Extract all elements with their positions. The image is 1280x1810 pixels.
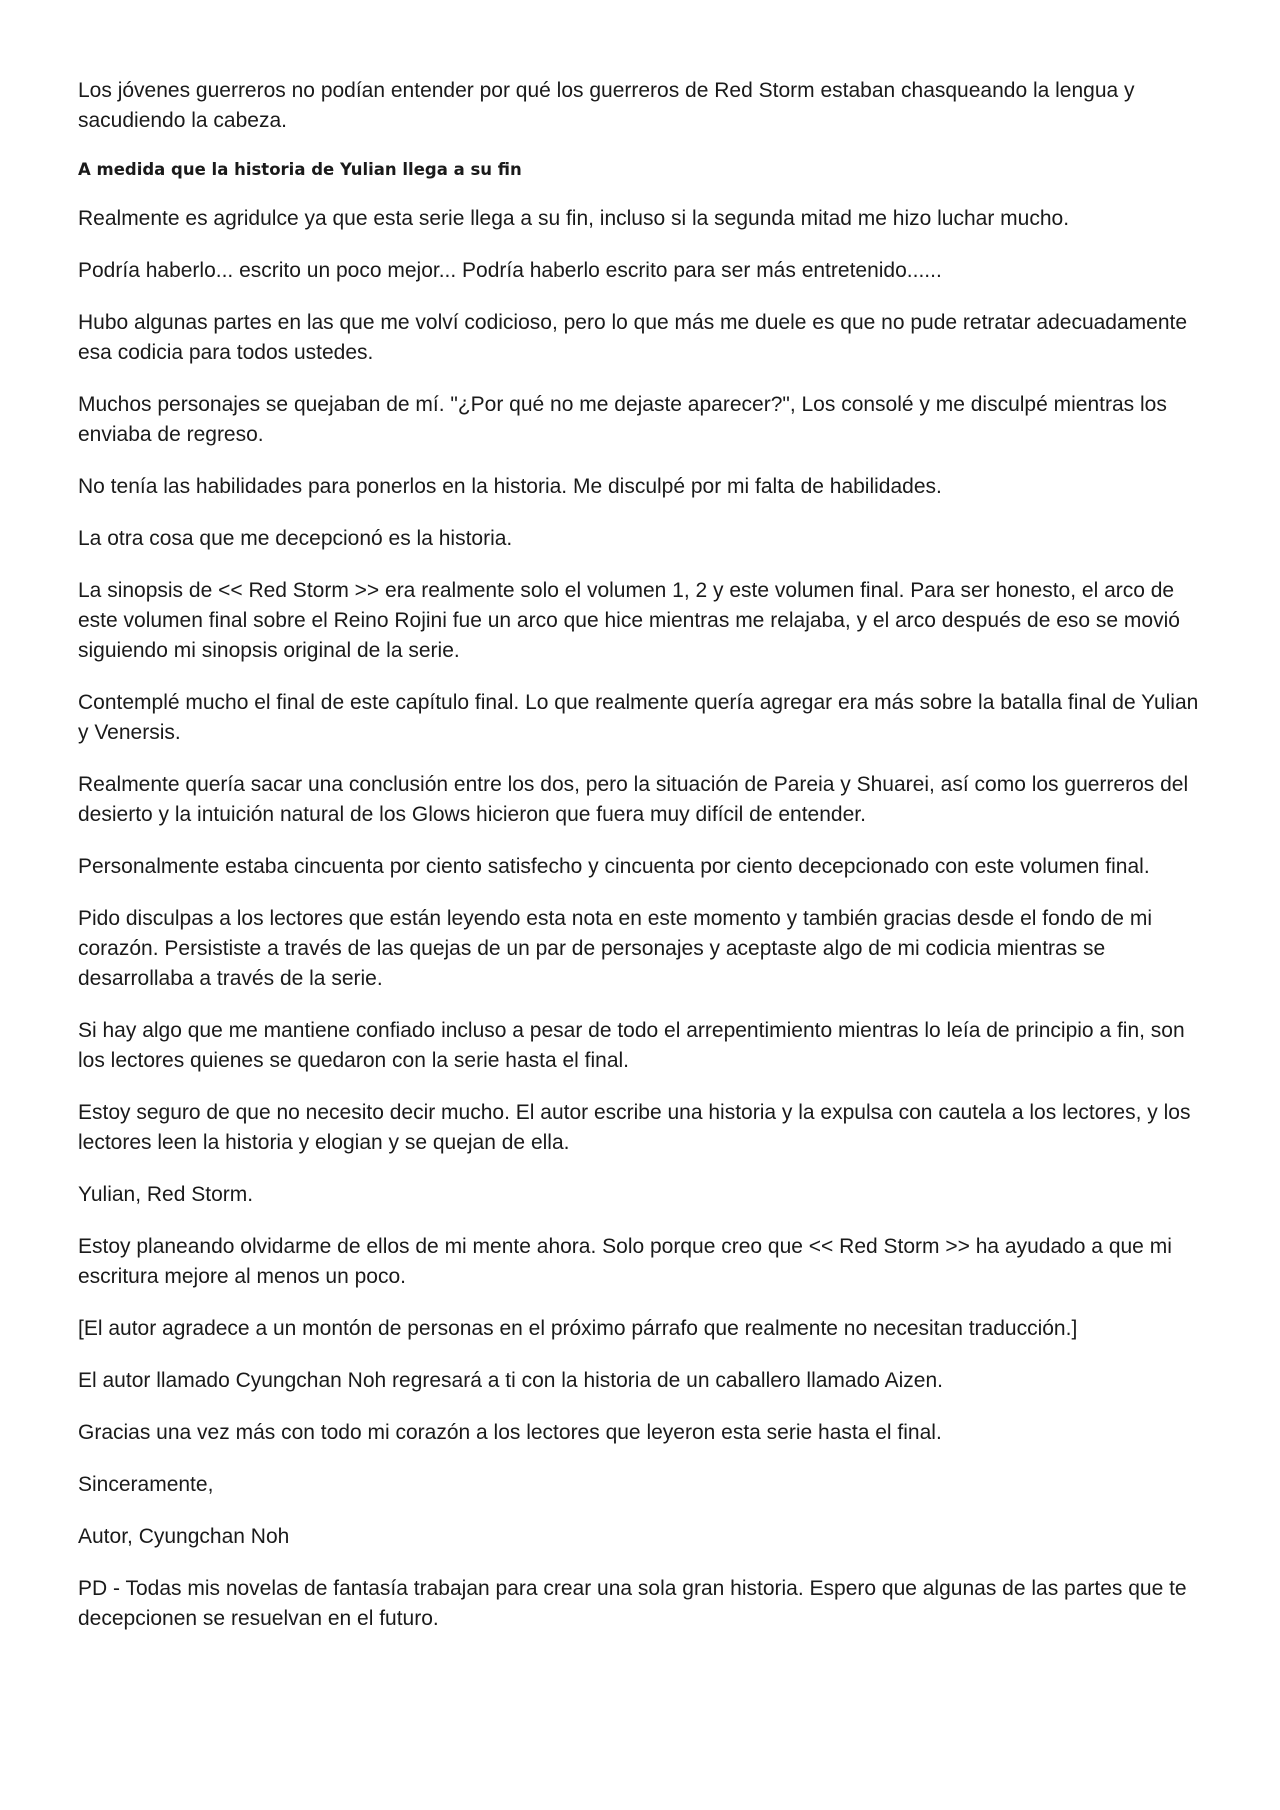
paragraph: La otra cosa que me decepcionó es la historia. bbox=[78, 527, 513, 550]
paragraph: Yulian, Red Storm. bbox=[78, 1183, 254, 1206]
paragraph: Realmente quería sacar una conclusión entre los dos, pero la situación de Pareia y Shuarei, así como los guerreros del desierto y la intuición natural de los Glows hicieron que fuera muy difícil de entender. bbox=[78, 773, 1189, 826]
author-signature: Autor, Cyungchan Noh bbox=[78, 1525, 290, 1548]
paragraph: Hubo algunas partes en las que me volví codicioso, pero lo que más me duele es que no pude retratar adecuadamente esa codicia para todos ustedes. bbox=[78, 311, 1188, 364]
paragraph: No tenía las habilidades para ponerlos en la historia. Me disculpé por mi falta de habilidades. bbox=[78, 475, 942, 498]
paragraph: La sinopsis de << Red Storm >> era realmente solo el volumen 1, 2 y este volumen final. Para ser honesto, el arco de este volumen final sobre el Reino Rojini fue un arco que hice mientras me relajaba, y el arco después de eso se movió siguiendo mi sinopsis original de la serie. bbox=[78, 579, 1180, 662]
paragraph-intro: Los jóvenes guerreros no podían entender por qué los guerreros de Red Storm estaban chasqueando la lengua y sacudiendo la cabeza. bbox=[78, 79, 1135, 132]
paragraph: Gracias una vez más con todo mi corazón a los lectores que leyeron esta serie hasta el final. bbox=[78, 1421, 942, 1444]
paragraph: Pido disculpas a los lectores que están leyendo esta nota en este momento y también gracias desde el fondo de mi corazón. Persististe a través de las quejas de un par de personajes y aceptaste algo de mi codicia mientras se desarrollaba a través de la serie. bbox=[78, 907, 1152, 990]
paragraph: Muchos personajes se quejaban de mí. "¿Por qué no me dejaste aparecer?", Los consolé y me disculpé mientras los enviaba de regreso. bbox=[78, 393, 1167, 446]
section-heading: A medida que la historia de Yulian llega a su fin bbox=[78, 160, 522, 179]
paragraph: Estoy planeando olvidarme de ellos de mi mente ahora. Solo porque creo que << Red Storm >> ha ayudado a que mi escritura mejore al menos un poco. bbox=[78, 1235, 1172, 1288]
paragraph: [El autor agradece a un montón de personas en el próximo párrafo que realmente no necesitan traducción.] bbox=[78, 1317, 1078, 1340]
document-page bbox=[78, 76, 1212, 1656]
paragraph: Personalmente estaba cincuenta por ciento satisfecho y cincuenta por ciento decepcionado con este volumen final. bbox=[78, 855, 1150, 878]
paragraph: Realmente es agridulce ya que esta serie llega a su fin, incluso si la segunda mitad me hizo luchar mucho. bbox=[78, 207, 1070, 230]
paragraph: El autor llamado Cyungchan Noh regresará a ti con la historia de un caballero llamado Aizen. bbox=[78, 1369, 943, 1392]
paragraph: Podría haberlo... escrito un poco mejor... Podría haberlo escrito para ser más entretenido...... bbox=[78, 259, 942, 282]
paragraph: Si hay algo que me mantiene confiado incluso a pesar de todo el arrepentimiento mientras lo leía de principio a fin, son los lectores quienes se quedaron con la serie hasta el final. bbox=[78, 1019, 1185, 1072]
signoff: Sinceramente, bbox=[78, 1473, 214, 1496]
postscript: PD - Todas mis novelas de fantasía trabajan para crear una sola gran historia. Espero que algunas de las partes que te decepcionen se resuelvan en el futuro. bbox=[78, 1577, 1187, 1630]
paragraph: Estoy seguro de que no necesito decir mucho. El autor escribe una historia y la expulsa con cautela a los lectores, y los lectores leen la historia y elogian y se quejan de ella. bbox=[78, 1101, 1191, 1154]
paragraph: Contemplé mucho el final de este capítulo final. Lo que realmente quería agregar era más sobre la batalla final de Yulian y Venersis. bbox=[78, 691, 1199, 744]
